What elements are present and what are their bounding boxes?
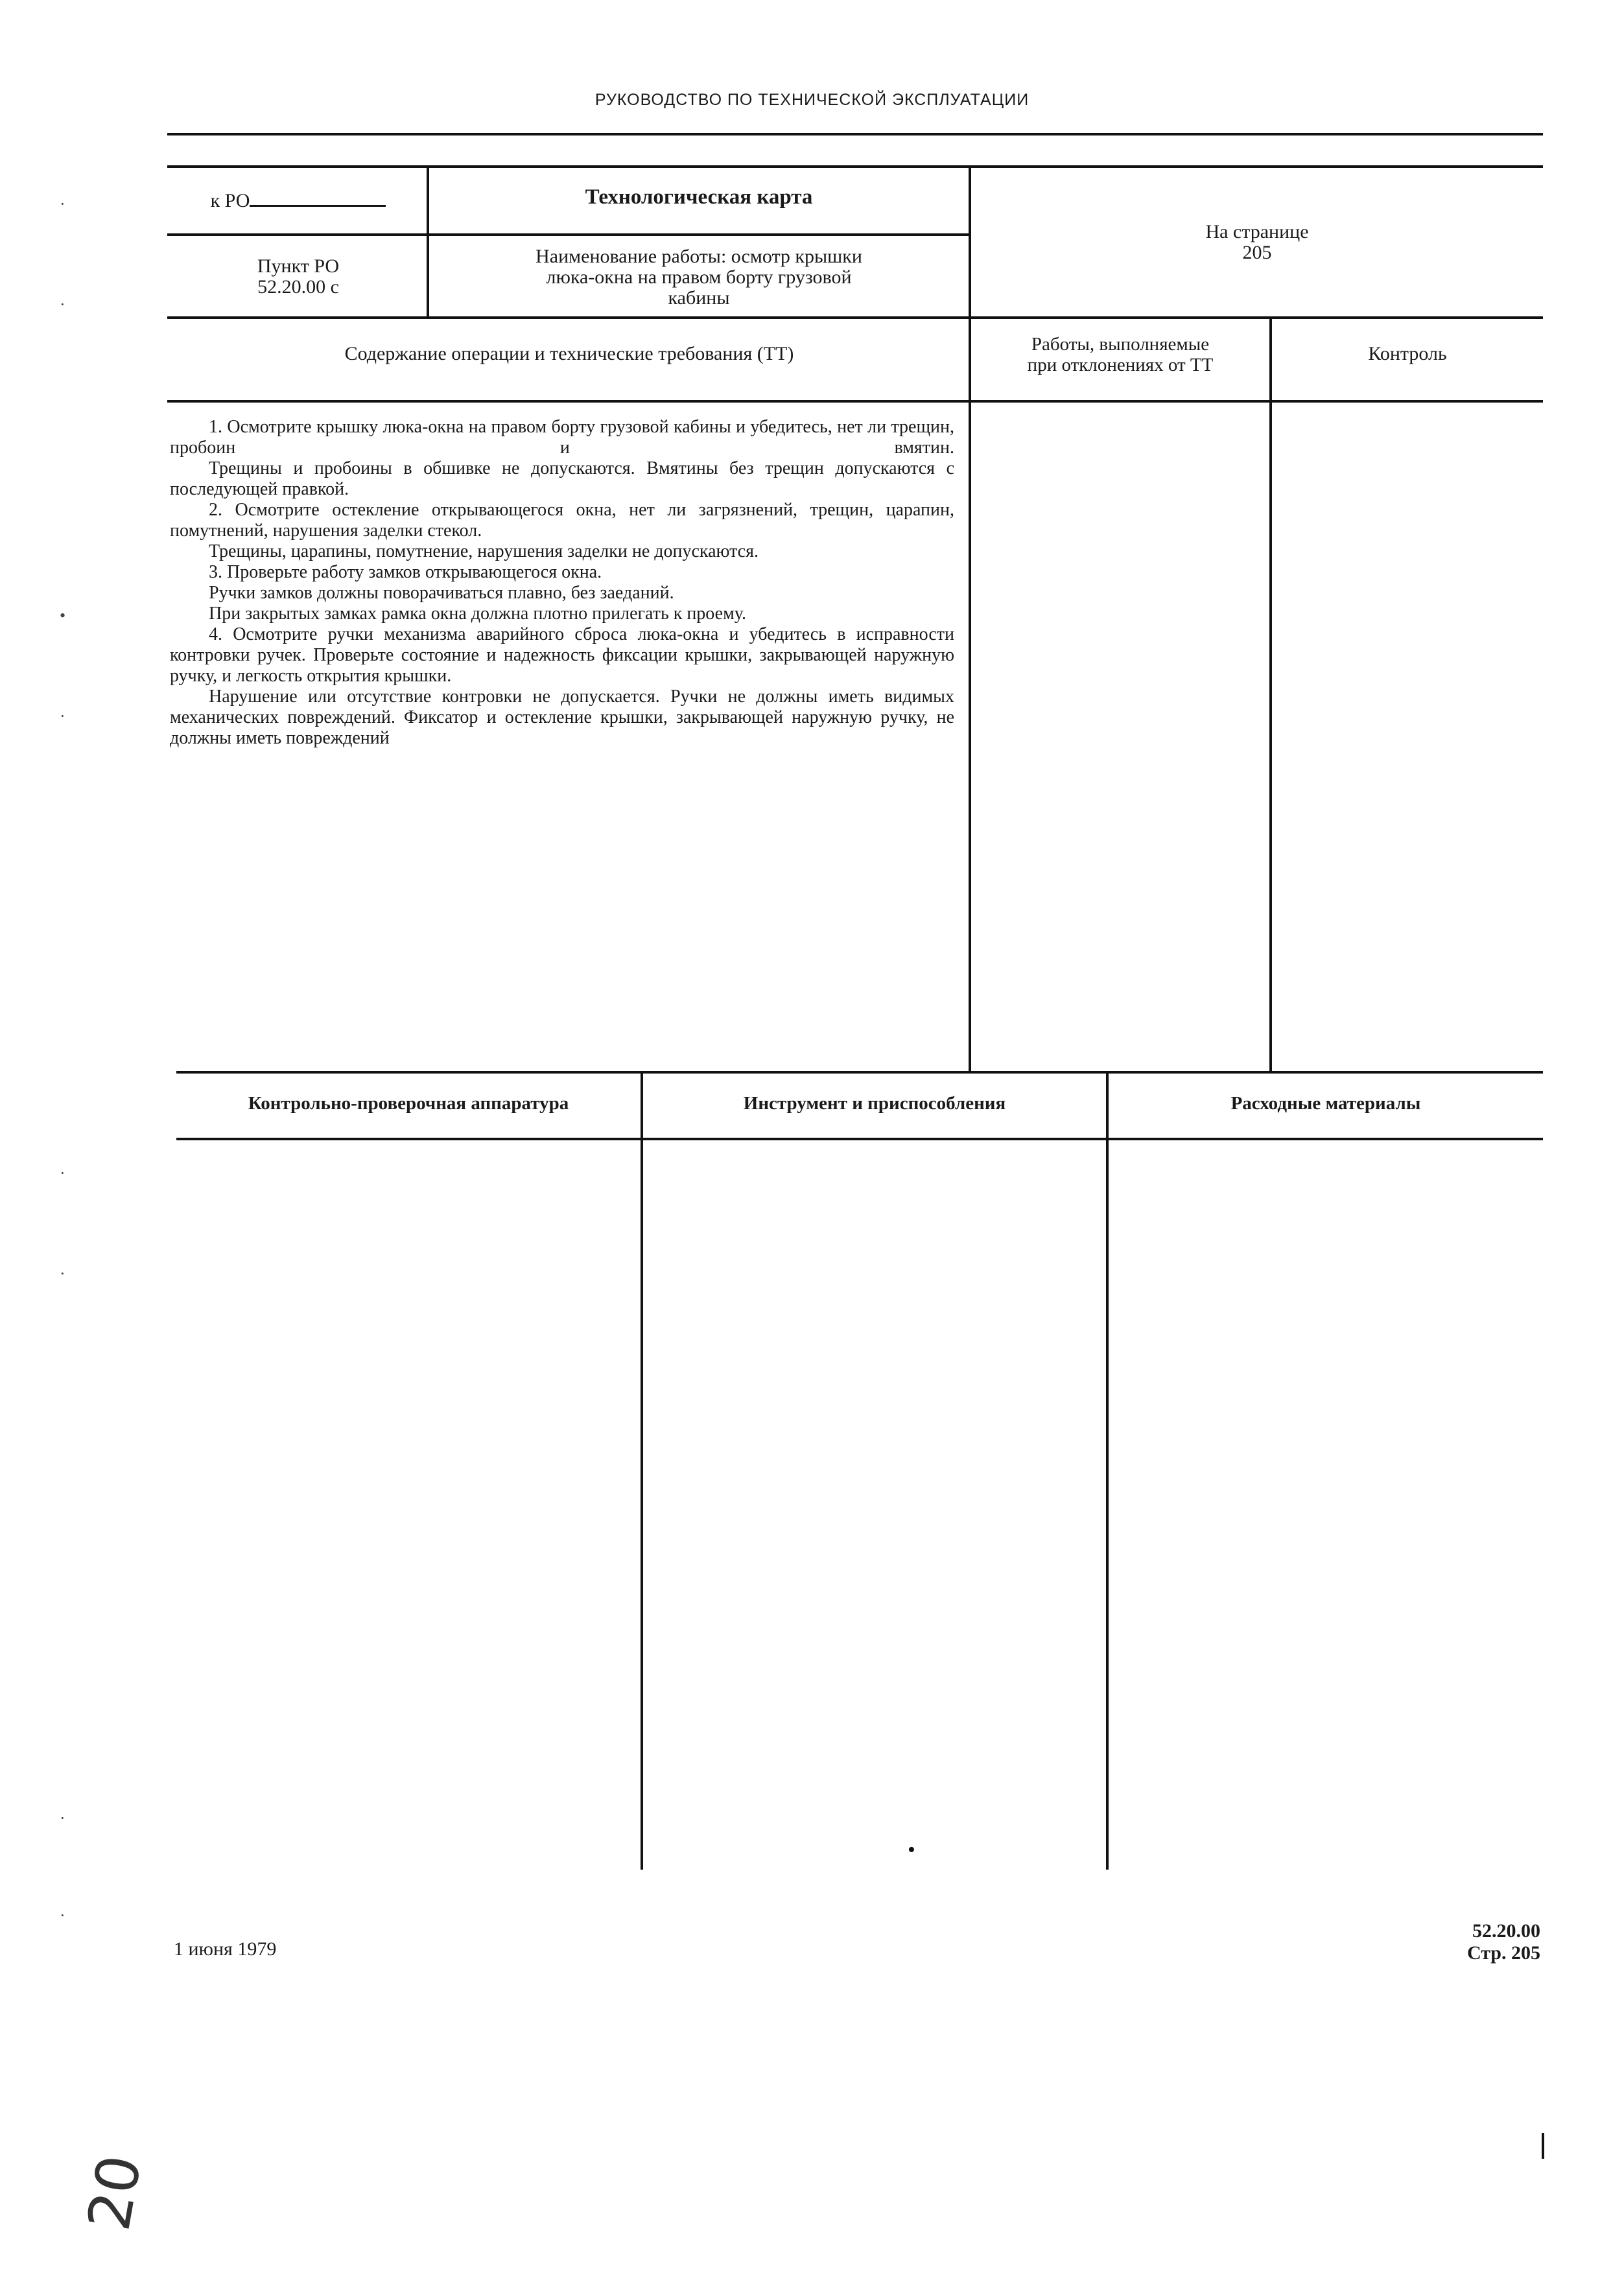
work-name-line: люка-окна на правом борту грузовой xyxy=(546,266,852,288)
lower-header-tools: Инструмент и приспособления xyxy=(743,1093,1006,1114)
scan-mark: · xyxy=(60,707,65,725)
header-divider-2 xyxy=(969,165,971,1073)
page-ref-cell xyxy=(971,222,1543,263)
punkt-value: 52.20.00 с xyxy=(257,276,339,298)
operation-paragraph: Трещины, царапины, помутнение, нарушения заделки не допускаются. xyxy=(209,541,759,561)
handwritten-page-number: 20 xyxy=(75,2150,155,2236)
deviation-line: Работы, выполняемые xyxy=(1031,334,1210,355)
header-mid-rule xyxy=(167,233,971,236)
control-divider xyxy=(1269,316,1272,1073)
scan-mark: · xyxy=(60,1809,65,1827)
scan-mark: · xyxy=(60,194,65,213)
scan-mark: • xyxy=(60,606,66,625)
lower-header-rule xyxy=(176,1138,1543,1140)
column-header-content: Содержание операции и технические требования (ТТ) xyxy=(344,343,794,364)
operation-paragraph: При закрытых замках рамка окна должна плотно прилегать к проему. xyxy=(209,604,746,624)
top-rule-1 xyxy=(167,133,1543,135)
scan-mark: · xyxy=(60,1906,65,1925)
column-header-control: Контроль xyxy=(1368,343,1447,364)
punkt-label: Пункт РО xyxy=(257,255,340,277)
deviation-line: при отклонениях от ТТ xyxy=(1027,355,1214,375)
k-ro-blank xyxy=(250,188,386,207)
card-title: Технологическая карта xyxy=(585,185,813,209)
header-bottom-rule xyxy=(167,316,1543,319)
scan-mark: · xyxy=(60,1264,65,1283)
lower-divider-1 xyxy=(641,1071,643,1870)
operation-paragraph: 4. Осмотрите ручки механизма аварийного сброса люка-окна и убедитесь в исправности контровки ручек. Проверьте состояние и надежность фиксации крышки, закрывающей наружную ручку, и легкость открытия крышки. xyxy=(170,624,954,686)
punkt-cell xyxy=(170,256,427,298)
work-name-line: кабины xyxy=(668,287,730,309)
operations-text xyxy=(170,417,954,749)
operation-paragraph: 2. Осмотрите остекление открывающегося окна, нет ли загрязнений, трещин, царапин, помутнений, нарушения заделки стекол. xyxy=(170,500,954,541)
running-header: РУКОВОДСТВО ПО ТЕХНИЧЕСКОЙ ЭКСПЛУАТАЦИИ xyxy=(594,91,1030,109)
operation-paragraph: Трещины и пробоины в обшивке не допускаются. Вмятины без трещин допускаются с последующей правкой. xyxy=(170,458,954,499)
scan-mark: • xyxy=(908,1838,915,1862)
k-ro-cell xyxy=(170,188,427,211)
footer-code: 52.20.00 xyxy=(1472,1920,1540,1942)
work-name-line: Наименование работы: осмотр крышки xyxy=(535,246,862,267)
columns-bottom-rule xyxy=(167,400,1543,403)
work-name-cell xyxy=(429,246,969,309)
operation-paragraph: 3. Проверьте работу замков открывающегося окна. xyxy=(209,562,602,582)
right-edge-mark xyxy=(1542,2133,1544,2159)
lower-header-materials: Расходные материалы xyxy=(1230,1093,1421,1114)
scan-mark: · xyxy=(60,1164,65,1182)
column-header-deviation xyxy=(971,334,1269,375)
lower-header-equipment: Контрольно-проверочная аппаратура xyxy=(248,1093,569,1114)
scan-mark: · xyxy=(60,295,65,314)
page-ref-value: 205 xyxy=(1242,242,1272,263)
operation-paragraph: Нарушение или отсутствие контровки не допускается. Ручки не должны иметь видимых механических повреждений. Фиксатор и остекление крышки, закрывающей наружную ручку, не должны иметь повреждений xyxy=(170,687,954,748)
lower-divider-2 xyxy=(1106,1071,1109,1870)
footer-date: 1 июня 1979 xyxy=(174,1938,277,1960)
lower-top-rule xyxy=(176,1071,1543,1074)
top-rule-2 xyxy=(167,165,1543,168)
footer-page: Стр. 205 xyxy=(1466,1942,1540,1964)
k-ro-label: к РО xyxy=(210,190,250,211)
operation-paragraph: Ручки замков должны поворачиваться плавно, без заеданий. xyxy=(209,583,674,603)
operation-paragraph: 1. Осмотрите крышку люка-окна на правом борту грузовой кабины и убедитесь, нет ли трещин, пробоин и вмятин. xyxy=(170,417,954,458)
footer-code-block xyxy=(1420,1920,1540,1964)
page-ref-label: На странице xyxy=(1205,221,1309,242)
